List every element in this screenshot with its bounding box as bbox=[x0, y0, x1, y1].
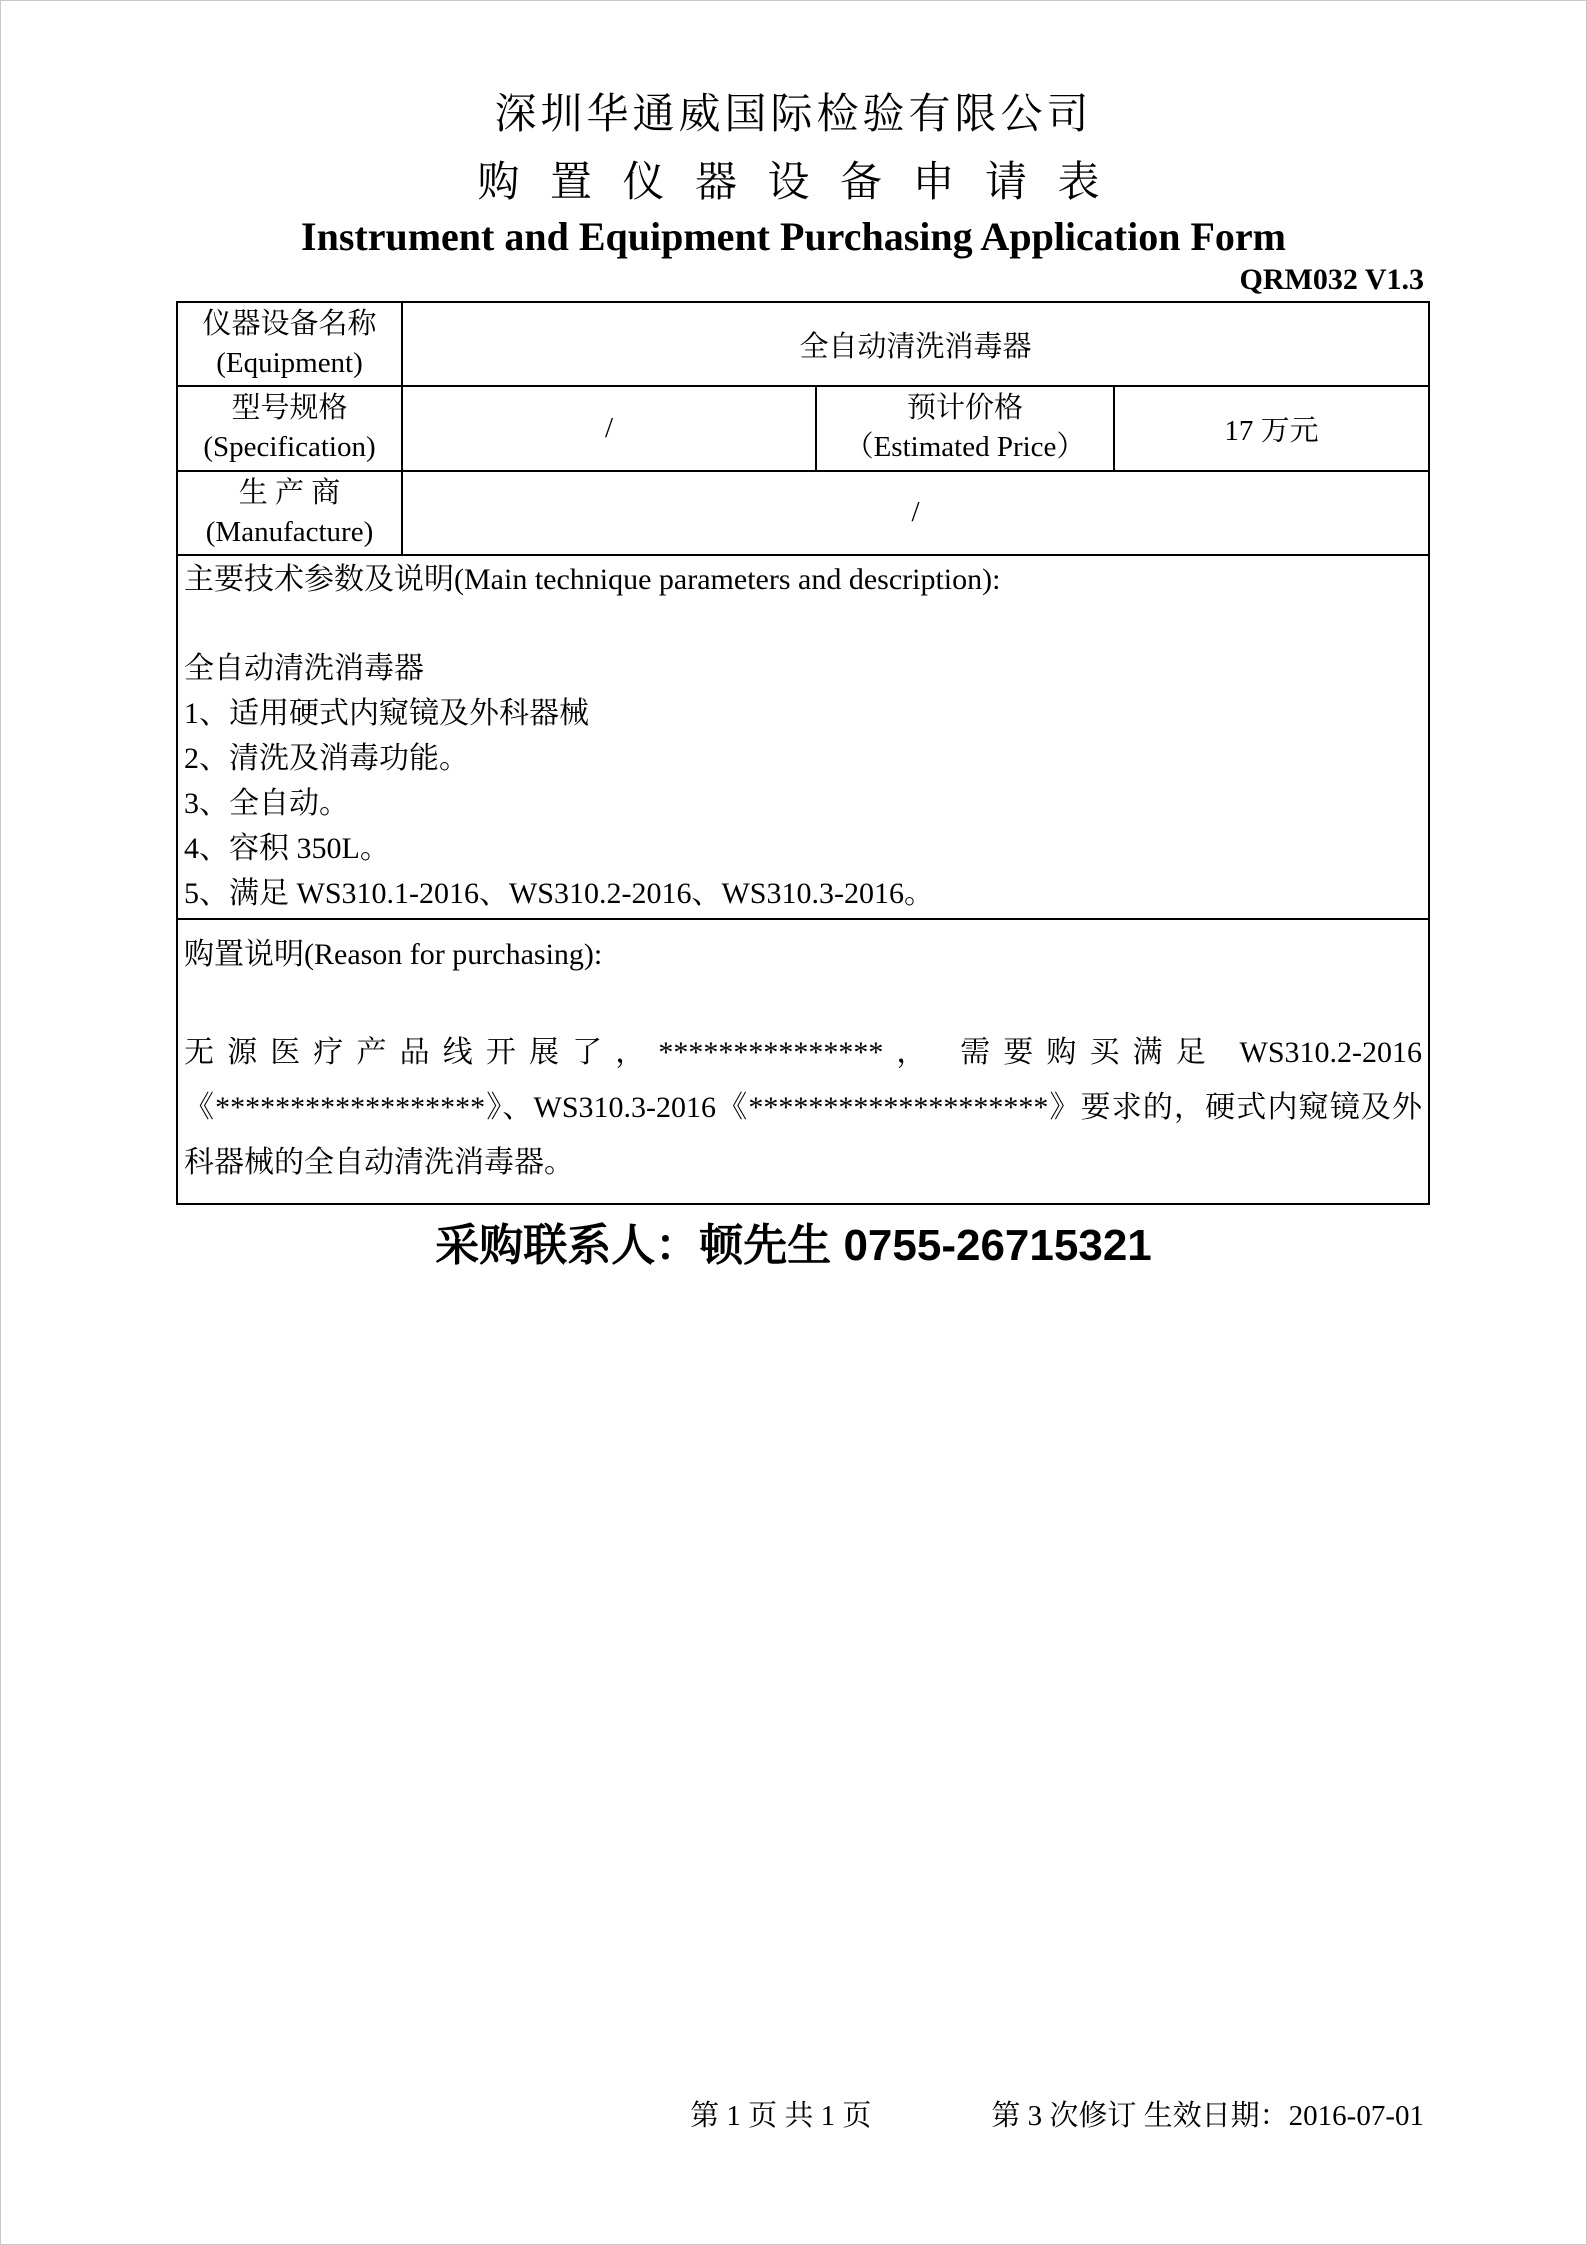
tech-params-content bbox=[184, 646, 1422, 916]
manufacture-value-cell: / bbox=[402, 471, 1429, 555]
tech-params-cell bbox=[177, 555, 1429, 919]
manufacture-label-en: (Manufacture) bbox=[205, 515, 374, 548]
reason-label: 购置说明(Reason for purchasing): bbox=[184, 937, 603, 971]
manufacture-label-zh: 生 产 商 bbox=[238, 476, 341, 509]
form-title-en: Instrument and Equipment Purchasing Application Form bbox=[301, 214, 1286, 259]
revision-info: 第 3 次修订 生效日期：2016-07-01 bbox=[991, 2100, 1424, 2132]
manufacture-row bbox=[177, 471, 1429, 555]
equipment-value-cell: 全自动清洗消毒器 bbox=[402, 302, 1429, 386]
page-footer bbox=[1, 2093, 1424, 2134]
specification-label-cell bbox=[177, 386, 402, 470]
tech-param-line: 4、容积 350L。 bbox=[184, 831, 390, 865]
estimated-price-label-en: （Estimated Price） bbox=[844, 431, 1086, 464]
specification-label-en: (Specification) bbox=[203, 431, 376, 464]
tech-param-line: 2、清洗及消毒功能。 bbox=[184, 741, 469, 775]
tech-param-line: 3、全自动。 bbox=[184, 786, 349, 820]
manufacture-label-cell bbox=[177, 471, 402, 555]
company-name: 深圳华通威国际检验有限公司 bbox=[494, 92, 1093, 138]
equipment-label-zh: 仪器设备名称 bbox=[202, 308, 377, 340]
specification-row bbox=[177, 386, 1429, 470]
purchasing-contact: 采购联系人：顿先生 0755-26715321 bbox=[435, 1221, 1152, 1270]
reason-row bbox=[177, 919, 1429, 1204]
tech-param-line: 5、满足 WS310.1-2016、WS310.2-2016、WS310.3-2016。 bbox=[184, 876, 934, 910]
document-version: QRM032 V1.3 bbox=[1239, 263, 1424, 296]
form-title-zh: 购 置 仪 器 设 备 申 请 表 bbox=[477, 160, 1110, 206]
equipment-label-en: (Equipment) bbox=[216, 347, 363, 380]
reason-text: 无源医疗产品线开展了，***************， 需要购买满足 WS310.2-2016《******************》、WS310.3-2016《********************》要求的，硬式内窥镜及外科器械的全自动清洗消毒器。 bbox=[184, 1035, 1423, 1179]
application-form-table bbox=[176, 301, 1430, 1205]
reason-cell bbox=[177, 919, 1429, 1204]
equipment-row bbox=[177, 302, 1429, 386]
tech-param-line: 全自动清洗消毒器 bbox=[184, 651, 424, 685]
specification-value-cell: / bbox=[402, 386, 816, 470]
tech-params-row bbox=[177, 555, 1429, 919]
page-number: 第 1 页 共 1 页 bbox=[690, 2100, 872, 2132]
tech-param-line: 1、适用硬式内窥镜及外科器械 bbox=[184, 696, 589, 730]
specification-label-zh: 型号规格 bbox=[231, 392, 348, 425]
estimated-price-value-cell: 17 万元 bbox=[1114, 386, 1429, 470]
estimated-price-label-cell bbox=[816, 386, 1114, 470]
estimated-price-label-zh: 预计价格 bbox=[906, 392, 1023, 425]
tech-params-label: 主要技术参数及说明(Main technique parameters and description): bbox=[184, 562, 1001, 596]
equipment-label-cell bbox=[177, 302, 402, 386]
